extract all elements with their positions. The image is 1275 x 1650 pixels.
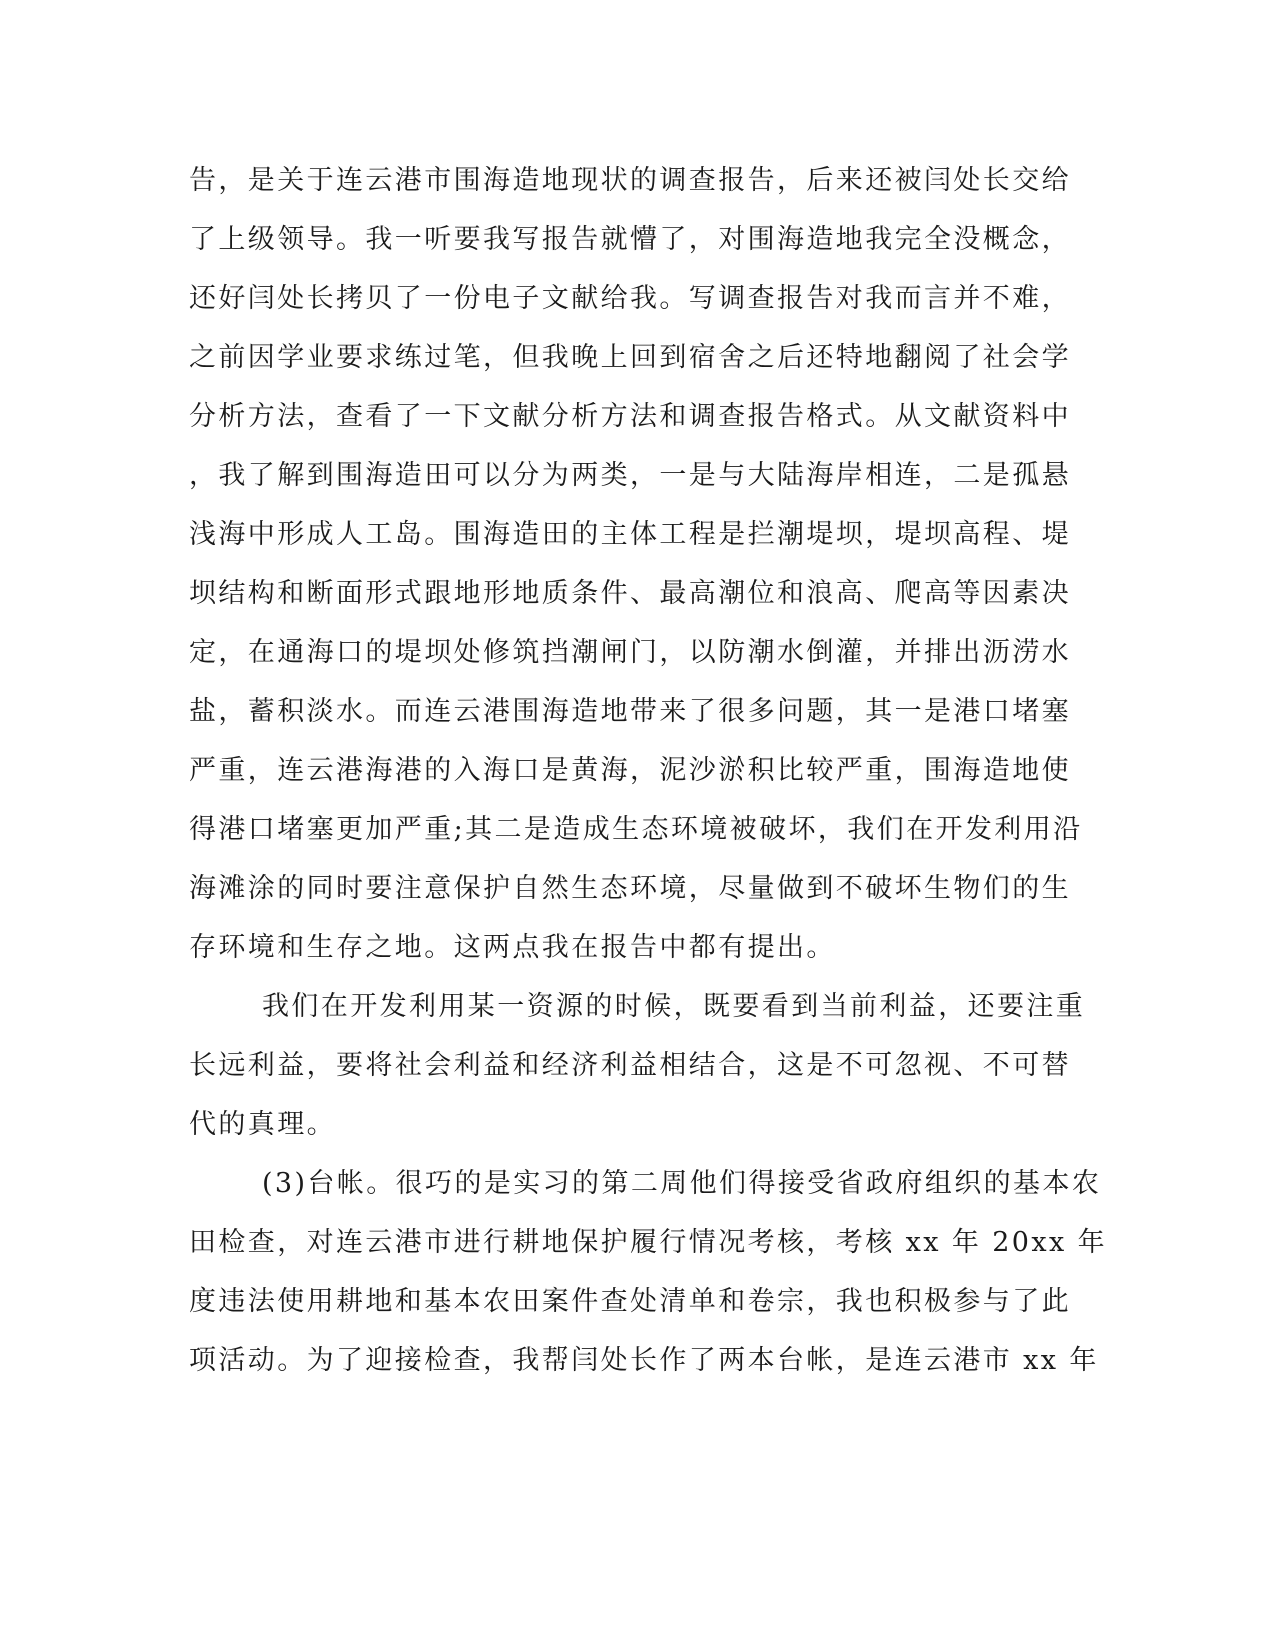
text-line: 坝结构和断面形式跟地形地质条件、最高潮位和浪高、爬高等因素决 <box>189 578 1071 609</box>
text-line: 定，在通海口的堤坝处修筑挡潮闸门，以防潮水倒灌，并排出沥涝水 <box>189 637 1071 668</box>
text-line: 得港口堵塞更加严重;其二是造成生态环境被破坏，我们在开发利用沿 <box>189 814 1083 845</box>
text-line: ，我了解到围海造田可以分为两类，一是与大陆海岸相连，二是孤悬 <box>189 460 1071 491</box>
text-line: 了上级领导。我一听要我写报告就懵了，对围海造地我完全没概念， <box>189 224 1071 255</box>
text-line: 严重，连云港海港的入海口是黄海，泥沙淤积比较严重，围海造地使 <box>189 755 1071 786</box>
text-line: 告，是关于连云港市围海造地现状的调查报告，后来还被闫处长交给 <box>189 165 1071 196</box>
paragraph-first-line: 我们在开发利用某一资源的时候，既要看到当前利益，还要注重 <box>262 991 1086 1022</box>
text-line: 海滩涂的同时要注意保护自然生态环境，尽量做到不破坏生物们的生 <box>189 873 1071 904</box>
text-line: 长远利益，要将社会利益和经济利益相结合，这是不可忽视、不可替 <box>189 1050 1071 1081</box>
text-line: 浅海中形成人工岛。围海造田的主体工程是拦潮堤坝，堤坝高程、堤 <box>189 519 1071 550</box>
text-line: 代的真理。 <box>189 1109 336 1140</box>
text-line: 盐，蓄积淡水。而连云港围海造地带来了很多问题，其一是港口堵塞 <box>189 696 1071 727</box>
text-line: 田检查，对连云港市进行耕地保护履行情况考核，考核 xx 年 20xx 年 <box>189 1227 1107 1258</box>
text-line: 存环境和生存之地。这两点我在报告中都有提出。 <box>189 932 836 963</box>
text-line: 分析方法，查看了一下文献分析方法和调查报告格式。从文献资料中 <box>189 401 1071 432</box>
text-line: 之前因学业要求练过笔，但我晚上回到宿舍之后还特地翻阅了社会学 <box>189 342 1071 373</box>
text-line: 度违法使用耕地和基本农田案件查处清单和卷宗，我也积极参与了此 <box>189 1286 1071 1317</box>
text-line: 项活动。为了迎接检查，我帮闫处长作了两本台帐，是连云港市 xx 年 <box>189 1345 1099 1376</box>
text-line: 还好闫处长拷贝了一份电子文献给我。写调查报告对我而言并不难， <box>189 283 1071 314</box>
paragraph-first-line: (3)台帐。很巧的是实习的第二周他们得接受省政府组织的基本农 <box>262 1168 1102 1199</box>
